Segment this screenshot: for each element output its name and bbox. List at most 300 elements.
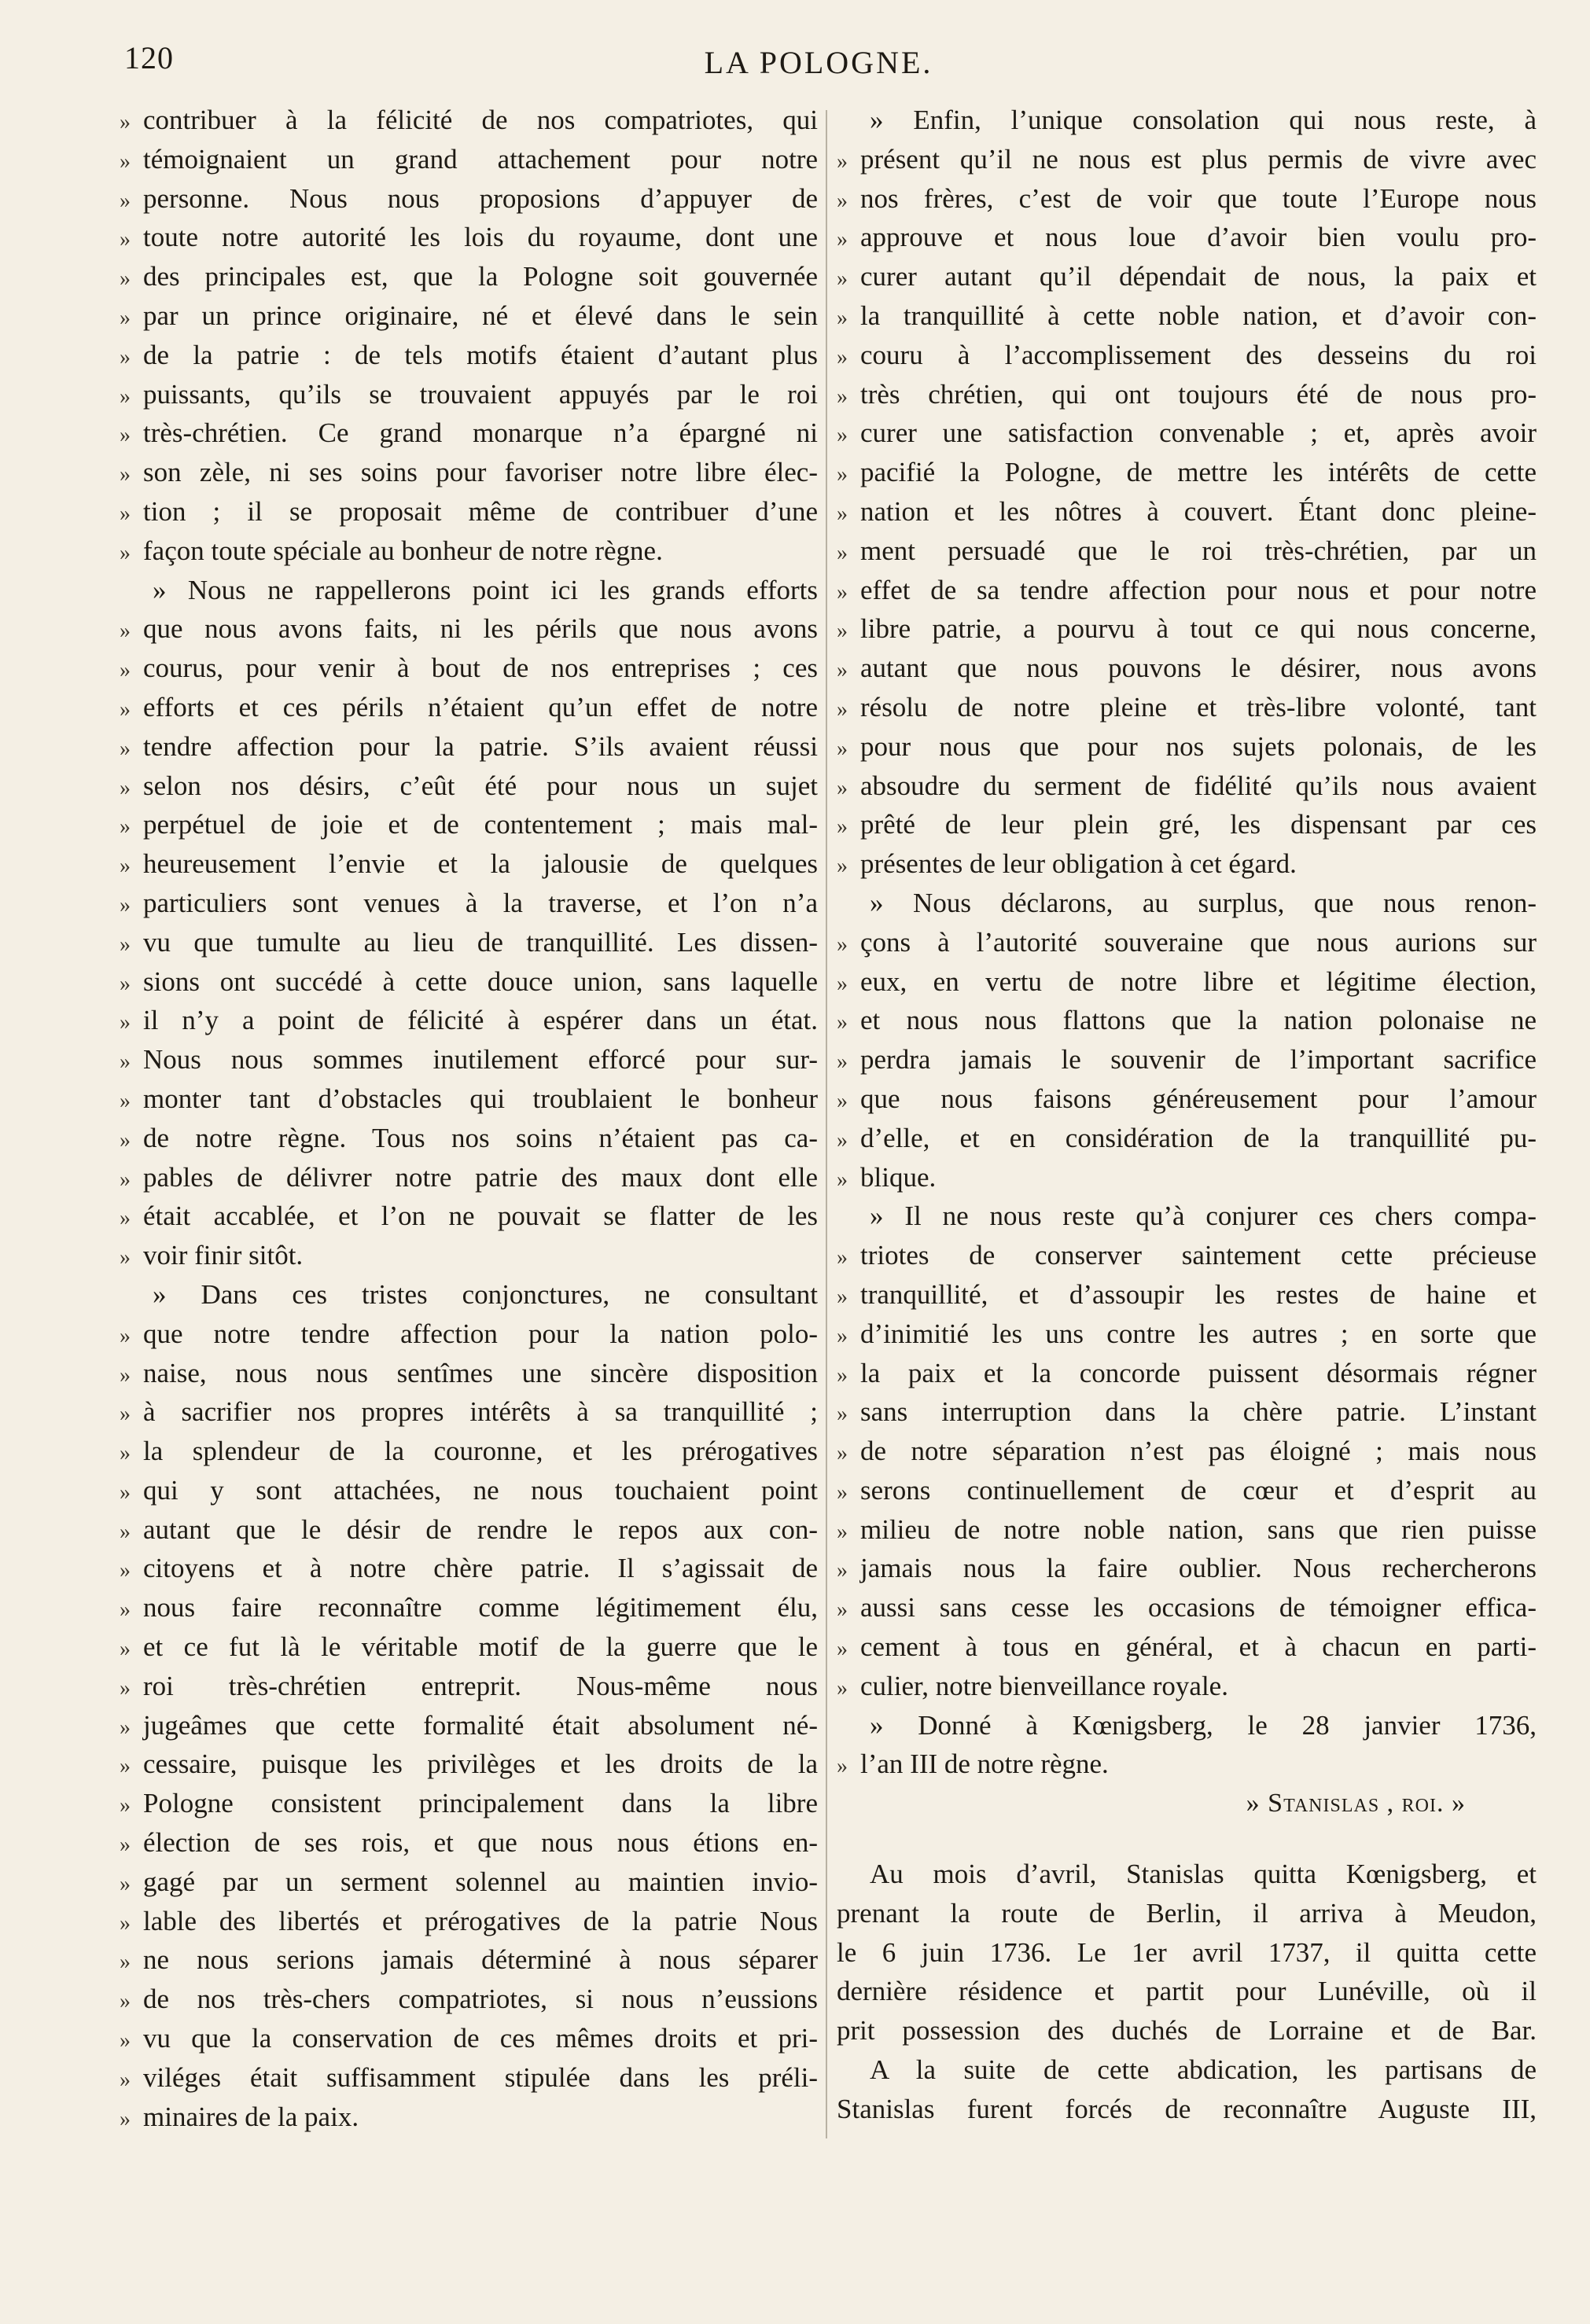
- line-text: A la suite de cette abdication, les partisans de: [870, 2054, 1537, 2086]
- text-line: [120, 1549, 818, 1588]
- text-line: [837, 336, 1537, 375]
- text-line: [120, 1432, 818, 1471]
- text-line: [120, 1197, 818, 1236]
- quote-mark: »: [120, 1323, 131, 1348]
- quote-mark: »: [120, 1950, 131, 1975]
- quote-mark: »: [120, 736, 131, 761]
- quote-mark: »: [837, 344, 848, 370]
- line-text: » Nous ne rappellerons point ici les grands efforts: [153, 574, 818, 605]
- text-line: [837, 257, 1537, 296]
- text-line: [120, 767, 818, 806]
- quote-mark: »: [837, 1010, 848, 1035]
- text-line: [120, 688, 818, 727]
- text-line: [120, 1119, 818, 1158]
- text-line: [120, 257, 818, 296]
- text-line: [120, 1158, 818, 1197]
- text-line: [120, 2058, 818, 2098]
- quote-mark: »: [120, 423, 131, 448]
- quote-mark: »: [837, 267, 848, 292]
- quote-mark: »: [120, 697, 131, 722]
- line-text: lable des libertés et prérogatives de la patrie Nous: [143, 1905, 818, 1936]
- text-line: [120, 1392, 818, 1432]
- quote-mark: »: [120, 344, 131, 370]
- text-line: [837, 1745, 1537, 1784]
- quote-mark: »: [837, 227, 848, 252]
- text-line: [837, 1119, 1537, 1158]
- line-text: son zèle, ni ses soins pour favoriser notre libre élec-: [143, 457, 818, 488]
- quote-mark: »: [120, 1637, 131, 1662]
- line-text: la paix et la concorde puissent désormais régner: [860, 1357, 1537, 1388]
- text-line: [120, 727, 818, 767]
- text-line: [120, 453, 818, 492]
- left-text-column: [120, 101, 818, 2136]
- line-text: çons à l’autorité souveraine que nous aurions sur: [860, 926, 1537, 958]
- quote-mark: »: [120, 619, 131, 644]
- quote-mark: »: [837, 1519, 848, 1544]
- text-line: [120, 1001, 818, 1040]
- text-line: [120, 1275, 818, 1315]
- line-text: ment persuadé que le roi très-chrétien, par un: [860, 535, 1537, 566]
- line-text: puissants, qu’ils se trouvaient appuyés par le roi: [143, 378, 818, 410]
- line-text: que nous avons faits, ni les périls que nous avons: [143, 613, 818, 645]
- text-line: [120, 805, 818, 844]
- quote-mark: »: [120, 1910, 131, 1936]
- text-line: [837, 1392, 1537, 1432]
- line-text: tranquillité, et d’assoupir les restes de haine et: [860, 1278, 1537, 1310]
- quote-mark: »: [120, 775, 131, 800]
- line-text: d’inimitié les uns contre les autres ; en sorte que: [860, 1318, 1537, 1349]
- text-line: [837, 884, 1537, 923]
- quote-mark: »: [120, 1050, 131, 1075]
- quote-mark: »: [120, 1362, 131, 1388]
- quote-mark: »: [837, 1441, 848, 1466]
- quote-mark: »: [120, 2067, 131, 2092]
- text-line: [837, 2011, 1537, 2050]
- text-line: [837, 218, 1537, 257]
- quote-mark: »: [837, 384, 848, 409]
- line-text: Stanislas furent forcés de reconnaître Auguste III,: [837, 2093, 1537, 2124]
- text-line: [120, 492, 818, 531]
- quote-mark: »: [837, 697, 848, 722]
- line-text: » Il ne nous reste qu’à conjurer ces chers compa-: [870, 1201, 1537, 1232]
- quote-mark: »: [837, 1323, 848, 1348]
- line-text: que nous faisons généreusement pour l’amour: [860, 1083, 1537, 1114]
- text-line: [120, 962, 818, 1002]
- line-text: eux, en vertu de notre libre et légitime élection,: [860, 965, 1537, 997]
- text-line: [837, 2050, 1537, 2090]
- text-line: [837, 1855, 1537, 1894]
- line-text: gagé par un serment solennel au maintien invio-: [143, 1866, 818, 1897]
- line-text: de la patrie : de tels motifs étaient d’autant plus: [143, 339, 818, 370]
- text-line: [837, 805, 1537, 844]
- line-text: très chrétien, qui ont toujours été de nous pro-: [860, 378, 1537, 410]
- line-text: à sacrifier nos propres intérêts à sa tranquillité ;: [143, 1396, 818, 1428]
- text-line: [837, 375, 1537, 414]
- text-line: [120, 1863, 818, 1902]
- line-text: pables de délivrer notre patrie des maux dont elle: [143, 1161, 818, 1193]
- column-divider: [826, 110, 827, 2138]
- text-line: [837, 1236, 1537, 1275]
- text-line: [120, 140, 818, 179]
- quote-mark: »: [120, 1402, 131, 1427]
- quote-mark: »: [837, 1558, 848, 1583]
- line-text: de notre séparation n’est pas éloigné ; mais nous: [860, 1436, 1537, 1467]
- quote-mark: »: [120, 540, 131, 565]
- line-text: Au mois d’avril, Stanislas quitta Kœnigsberg, et: [870, 1859, 1537, 1890]
- line-text: viléges était suffisamment stipulée dans les préli-: [143, 2061, 818, 2093]
- quote-mark: »: [837, 1754, 848, 1779]
- line-text: de notre règne. Tous nos soins n’étaient pas ca-: [143, 1122, 818, 1153]
- text-line: [837, 1706, 1537, 1745]
- quote-mark: »: [837, 619, 848, 644]
- quote-mark: »: [120, 854, 131, 879]
- text-line: [120, 571, 818, 610]
- text-line: [837, 1197, 1537, 1236]
- line-text: serons continuellement de cœur et d’esprit au: [860, 1474, 1537, 1506]
- text-line: [837, 1040, 1537, 1079]
- quote-mark: »: [837, 1675, 848, 1701]
- line-text: roi très-chrétien entreprit. Nous-même nous: [143, 1670, 818, 1701]
- quote-mark: »: [120, 501, 131, 526]
- quote-mark: »: [837, 854, 848, 879]
- quote-mark: »: [837, 305, 848, 330]
- line-text: nous faire reconnaître comme légitimement élu,: [143, 1592, 818, 1623]
- text-line: [837, 1588, 1537, 1627]
- quote-mark: »: [120, 892, 131, 917]
- text-line: [837, 531, 1537, 571]
- quote-mark: »: [120, 1989, 131, 2014]
- section-gap: [837, 1823, 1537, 1855]
- text-line: [837, 1894, 1537, 1933]
- text-line: [837, 1510, 1537, 1550]
- text-line: [120, 1902, 818, 1941]
- text-line: [837, 1471, 1537, 1510]
- text-line: [837, 923, 1537, 962]
- text-line: [837, 844, 1537, 884]
- text-line: [837, 453, 1537, 492]
- text-line: [837, 140, 1537, 179]
- quote-mark: »: [120, 1519, 131, 1544]
- quote-mark: »: [837, 1598, 848, 1623]
- quote-mark: »: [837, 932, 848, 957]
- quote-mark: »: [837, 1402, 848, 1427]
- line-text: dernière résidence et partit pour Lunéville, où il: [837, 1976, 1537, 2007]
- line-text: personne. Nous nous proposions d’appuyer de: [143, 182, 818, 214]
- line-text: et ce fut là le véritable motif de la guerre que le: [143, 1631, 818, 1663]
- text-line: [120, 1784, 818, 1823]
- quote-mark: »: [120, 2106, 131, 2131]
- line-text: effet de sa tendre affection pour nous et pour notre: [860, 574, 1537, 605]
- line-text: et nous nous flattons que la nation polonaise ne: [860, 1005, 1537, 1036]
- line-text: présentes de leur obligation à cet égard.: [860, 848, 1297, 880]
- right-text-column: [837, 101, 1537, 2129]
- line-text: tendre affection pour la patrie. S’ils avaient réussi: [143, 730, 818, 762]
- line-text: approuve et nous loue d’avoir bien voulu pro-: [860, 222, 1537, 253]
- text-line: [837, 767, 1537, 806]
- line-text: » Dans ces tristes conjonctures, ne consultant: [153, 1278, 818, 1310]
- quote-mark: »: [120, 1833, 131, 1858]
- text-line: [120, 1627, 818, 1667]
- text-line: [120, 1706, 818, 1745]
- quote-mark: »: [120, 1715, 131, 1740]
- quote-mark: »: [837, 188, 848, 213]
- quote-mark: »: [120, 267, 131, 292]
- line-text: d’elle, et en considération de la tranquillité pu-: [860, 1122, 1537, 1153]
- line-text: la splendeur de la couronne, et les prérogatives: [143, 1436, 818, 1467]
- quote-mark: »: [837, 1245, 848, 1270]
- quote-mark: »: [837, 815, 848, 840]
- line-text: citoyens et à notre chère patrie. Il s’agissait de: [143, 1553, 818, 1584]
- text-line: [837, 1627, 1537, 1667]
- line-text: couru à l’accomplissement des desseins du roi: [860, 339, 1537, 370]
- quote-mark: »: [120, 188, 131, 213]
- quote-mark: »: [120, 1754, 131, 1779]
- quote-mark: »: [837, 971, 848, 996]
- text-line: [837, 1354, 1537, 1393]
- quote-mark: »: [120, 2028, 131, 2054]
- line-text: vu que tumulte au lieu de tranquillité. Les dissen-: [143, 926, 818, 958]
- line-text: Nous nous sommes inutilement efforcé pour sur-: [143, 1044, 818, 1076]
- quote-mark: »: [837, 462, 848, 487]
- quote-mark: »: [837, 1088, 848, 1113]
- right-column-body: [837, 101, 1537, 1784]
- line-text: vu que la conservation de ces mêmes droits et pri-: [143, 2023, 818, 2054]
- line-text: nation et les nôtres à couvert. Étant donc pleine-: [860, 495, 1537, 527]
- quote-mark: »: [120, 932, 131, 957]
- text-line: [120, 1940, 818, 1980]
- line-text: particuliers sont venues à la traverse, et l’on n’a: [143, 887, 818, 918]
- line-text: élection de ses rois, et que nous nous étions en-: [143, 1827, 818, 1859]
- quote-mark: »: [120, 1441, 131, 1466]
- text-line: [120, 336, 818, 375]
- line-text: ne nous serions jamais déterminé à nous séparer: [143, 1944, 818, 1976]
- quote-mark: »: [120, 110, 131, 134]
- quote-mark: »: [120, 1480, 131, 1505]
- text-line: [837, 1933, 1537, 1973]
- line-text: sans interruption dans la chère patrie. L’instant: [860, 1396, 1537, 1428]
- quote-mark: »: [837, 1167, 848, 1192]
- line-text: prêté de leur plein gré, les dispensant par ces: [860, 809, 1537, 840]
- text-line: [120, 2098, 818, 2137]
- line-text: heureusement l’envie et la jalousie de quelques: [143, 848, 818, 880]
- signature-line: » Stanislas , roi. »: [1246, 1789, 1466, 1818]
- text-line: [120, 1745, 818, 1784]
- line-text: minaires de la paix.: [143, 2101, 359, 2132]
- text-line: [120, 1354, 818, 1393]
- text-line: [837, 1972, 1537, 2011]
- quote-mark: »: [837, 579, 848, 605]
- quote-mark: »: [837, 540, 848, 565]
- line-text: autant que nous pouvons le désirer, nous avons: [860, 653, 1537, 684]
- quote-mark: »: [120, 1245, 131, 1270]
- line-text: contribuer à la félicité de nos compatriotes, qui: [143, 105, 818, 135]
- line-text: perpétuel de joie et de contentement ; mais mal-: [143, 809, 818, 840]
- line-text: très-chrétien. Ce grand monarque n’a épargné ni: [143, 417, 818, 449]
- line-text: que notre tendre affection pour la nation polo-: [143, 1318, 818, 1349]
- text-line: [120, 1980, 818, 2019]
- quote-mark: »: [120, 227, 131, 252]
- quote-mark: »: [120, 971, 131, 996]
- line-text: autant que le désir de rendre le repos aux con-: [143, 1513, 818, 1545]
- quote-mark: »: [120, 658, 131, 683]
- quote-mark: »: [120, 1206, 131, 1231]
- quote-mark: »: [120, 305, 131, 330]
- text-line: [120, 218, 818, 257]
- quote-mark: »: [837, 423, 848, 448]
- line-text: curer une satisfaction convenable ; et, après avoir: [860, 417, 1537, 449]
- line-text: l’an III de notre règne.: [860, 1749, 1109, 1780]
- quote-mark: »: [837, 1050, 848, 1075]
- line-text: perdra jamais le souvenir de l’important sacrifice: [860, 1044, 1537, 1076]
- quote-mark: »: [837, 658, 848, 683]
- line-text: présent qu’il ne nous est plus permis de vivre avec: [860, 143, 1537, 175]
- text-line: [837, 571, 1537, 610]
- line-text: le 6 juin 1736. Le 1er avril 1737, il quitta cette: [837, 1936, 1537, 1968]
- text-line: [837, 1315, 1537, 1354]
- quote-mark: »: [120, 815, 131, 840]
- text-line: [120, 1667, 818, 1706]
- text-line: [120, 884, 818, 923]
- line-text: prenant la route de Berlin, il arriva à Meudon,: [837, 1897, 1537, 1929]
- text-line: [120, 1040, 818, 1079]
- text-line: [120, 1510, 818, 1550]
- text-line: [120, 649, 818, 688]
- line-text: résolu de notre pleine et très-libre volonté, tant: [860, 691, 1537, 723]
- quote-mark: »: [120, 1558, 131, 1583]
- text-line: [837, 296, 1537, 336]
- line-text: toute notre autorité les lois du royaume, dont une: [143, 222, 818, 253]
- line-text: absoudre du serment de fidélité qu’ils nous avaient: [860, 770, 1537, 801]
- text-line: [120, 609, 818, 649]
- quote-mark: »: [837, 1637, 848, 1662]
- quote-mark: »: [120, 149, 131, 174]
- line-text: pacifié la Pologne, de mettre les intérêts de cette: [860, 457, 1537, 488]
- line-text: des principales est, que la Pologne soit gouvernée: [143, 261, 818, 292]
- quote-mark: »: [120, 1598, 131, 1623]
- text-line: [120, 179, 818, 219]
- line-text: libre patrie, a pourvu à tout ce qui nous concerne,: [860, 613, 1537, 645]
- line-text: curer autant qu’il dépendait de nous, la paix et: [860, 261, 1537, 292]
- text-line: [120, 1823, 818, 1863]
- text-line: [837, 414, 1537, 453]
- quote-mark: »: [120, 462, 131, 487]
- line-text: cement à tous en général, et à chacun en parti-: [860, 1631, 1537, 1663]
- line-text: pour nous que pour nos sujets polonais, de les: [860, 730, 1537, 762]
- line-text: témoignaient un grand attachement pour notre: [143, 143, 818, 175]
- text-line: [120, 2019, 818, 2058]
- quote-mark: »: [120, 1167, 131, 1192]
- line-text: efforts et ces périls n’étaient qu’un effet de notre: [143, 691, 818, 723]
- line-text: » Enfin, l’unique consolation qui nous reste, à: [870, 105, 1537, 135]
- text-line: [837, 649, 1537, 688]
- line-text: qui y sont attachées, ne nous touchaient point: [143, 1474, 818, 1506]
- text-line: [837, 1275, 1537, 1315]
- line-text: cessaire, puisque les privilèges et les droits de la: [143, 1749, 818, 1780]
- line-text: monter tant d’obstacles qui troublaient le bonheur: [143, 1083, 818, 1114]
- quote-mark: »: [120, 1127, 131, 1153]
- line-text: jugeâmes que cette formalité était absolument né-: [143, 1709, 818, 1741]
- line-text: selon nos désirs, c’eût été pour nous un sujet: [143, 770, 818, 801]
- text-line: [837, 101, 1537, 140]
- text-line: [837, 688, 1537, 727]
- line-text: il n’y a point de félicité à espérer dans un état.: [143, 1005, 818, 1036]
- closing-paragraph: [837, 1855, 1537, 2129]
- text-line: [120, 101, 818, 140]
- line-text: sions ont succédé à cette douce union, sans laquelle: [143, 965, 818, 997]
- text-line: [120, 296, 818, 336]
- text-line: [837, 1549, 1537, 1588]
- quote-mark: »: [837, 149, 848, 174]
- text-line: [837, 962, 1537, 1002]
- quote-mark: »: [120, 1793, 131, 1818]
- line-text: Pologne consistent principalement dans la libre: [143, 1788, 818, 1819]
- quote-mark: »: [120, 384, 131, 409]
- line-text: nos frères, c’est de voir que toute l’Europe nous: [860, 182, 1537, 214]
- text-line: [120, 1471, 818, 1510]
- quote-mark: »: [837, 775, 848, 800]
- text-line: [120, 1588, 818, 1627]
- quote-mark: »: [120, 1871, 131, 1896]
- text-line: [837, 1001, 1537, 1040]
- line-text: courus, pour venir à bout de nos entreprises ; ces: [143, 653, 818, 684]
- text-line: [837, 2090, 1537, 2129]
- quote-mark: »: [837, 736, 848, 761]
- text-line: [120, 375, 818, 414]
- line-text: voir finir sitôt.: [143, 1240, 304, 1271]
- text-line: [120, 1079, 818, 1119]
- line-text: la tranquillité à cette noble nation, et d’avoir con-: [860, 300, 1537, 331]
- line-text: » Donné à Kœnigsberg, le 28 janvier 1736,: [870, 1709, 1537, 1741]
- line-text: tion ; il se proposait même de contribuer d’une: [143, 495, 818, 527]
- text-line: [120, 844, 818, 884]
- line-text: blique.: [860, 1161, 937, 1193]
- quote-mark: »: [837, 1362, 848, 1388]
- text-line: [120, 923, 818, 962]
- quote-mark: »: [837, 1284, 848, 1309]
- quote-mark: »: [837, 1480, 848, 1505]
- text-line: [837, 1432, 1537, 1471]
- text-line: [837, 1158, 1537, 1197]
- text-line: [120, 414, 818, 453]
- line-text: culier, notre bienveillance royale.: [860, 1670, 1228, 1701]
- text-line: [837, 179, 1537, 219]
- quote-mark: »: [120, 1010, 131, 1035]
- quote-mark: »: [120, 1675, 131, 1701]
- quote-mark: »: [120, 1088, 131, 1113]
- line-text: était accablée, et l’on ne pouvait se flatter de les: [143, 1201, 818, 1232]
- line-text: naise, nous nous sentîmes une sincère disposition: [143, 1357, 818, 1388]
- text-line: [837, 1667, 1537, 1706]
- line-text: » Nous déclarons, au surplus, que nous renon-: [870, 887, 1537, 918]
- line-text: jamais nous la faire oublier. Nous rechercherons: [860, 1553, 1537, 1584]
- text-line: [837, 727, 1537, 767]
- quote-mark: »: [837, 501, 848, 526]
- text-line: [837, 609, 1537, 649]
- text-line: [837, 492, 1537, 531]
- line-text: de nos très-chers compatriotes, si nous n’eussions: [143, 1984, 818, 2015]
- quote-mark: »: [837, 1127, 848, 1153]
- text-line: [120, 531, 818, 571]
- running-title: LA POLOGNE.: [704, 45, 933, 80]
- line-text: triotes de conserver saintement cette précieuse: [860, 1240, 1537, 1271]
- line-text: prit possession des duchés de Lorraine et de Bar.: [837, 2015, 1537, 2046]
- text-line: [120, 1236, 818, 1275]
- line-text: façon toute spéciale au bonheur de notre règne.: [143, 535, 663, 566]
- line-text: aussi sans cesse les occasions de témoigner effica-: [860, 1592, 1537, 1623]
- line-text: milieu de notre noble nation, sans que rien puisse: [860, 1513, 1537, 1545]
- text-line: [120, 1315, 818, 1354]
- text-line: [837, 1079, 1537, 1119]
